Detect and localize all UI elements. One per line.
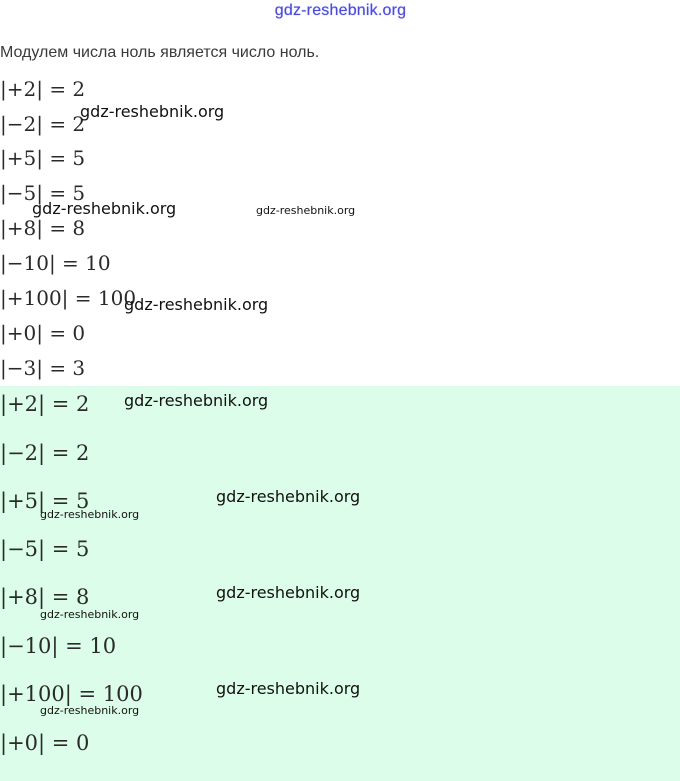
- watermark: gdz-reshebnik.org: [256, 204, 356, 217]
- watermark: gdz-reshebnik.org: [124, 295, 269, 314]
- watermark: gdz-reshebnik.org: [40, 704, 140, 717]
- panel-equation-row: |+8| = 8: [0, 585, 90, 609]
- equation-row: |+5| = 5: [0, 146, 86, 170]
- site-header: [0, 0, 680, 26]
- panel-equation-row: |+2| = 2: [0, 392, 90, 416]
- watermark: gdz-reshebnik.org: [40, 508, 140, 521]
- panel-equation-row: |−5| = 5: [0, 537, 90, 561]
- intro-text: Модулем числа ноль является число ноль.: [0, 44, 320, 61]
- watermark: gdz-reshebnik.org: [216, 487, 361, 506]
- panel-equation-row: |−2| = 2: [0, 441, 90, 465]
- equation-row: |−10| = 10: [0, 251, 111, 275]
- equation-row: |+100| = 100: [0, 286, 137, 310]
- panel-equation-row: |+0| = 0: [0, 731, 90, 755]
- watermark: gdz-reshebnik.org: [32, 199, 177, 218]
- equation-row: |+2| = 2: [0, 77, 86, 101]
- watermark: gdz-reshebnik.org: [124, 391, 269, 410]
- panel-equation-row: |+5| = 5: [0, 489, 90, 513]
- watermark: gdz-reshebnik.org: [80, 102, 225, 121]
- panel-equation-row: |−10| = 10: [0, 634, 117, 658]
- site-link[interactable]: gdz-reshebnik.org: [274, 2, 407, 19]
- equation-row: |−5| = 5: [0, 181, 86, 205]
- watermark: gdz-reshebnik.org: [216, 583, 361, 602]
- equation-row: |−3| = 3: [0, 356, 86, 380]
- watermark: gdz-reshebnik.org: [216, 679, 361, 698]
- equation-row: |+0| = 0: [0, 321, 86, 345]
- watermark: gdz-reshebnik.org: [40, 608, 140, 621]
- panel-equation-row: |+100| = 100: [0, 682, 143, 706]
- equation-row: |−2| = 2: [0, 112, 86, 136]
- equation-row: |+8| = 8: [0, 216, 86, 240]
